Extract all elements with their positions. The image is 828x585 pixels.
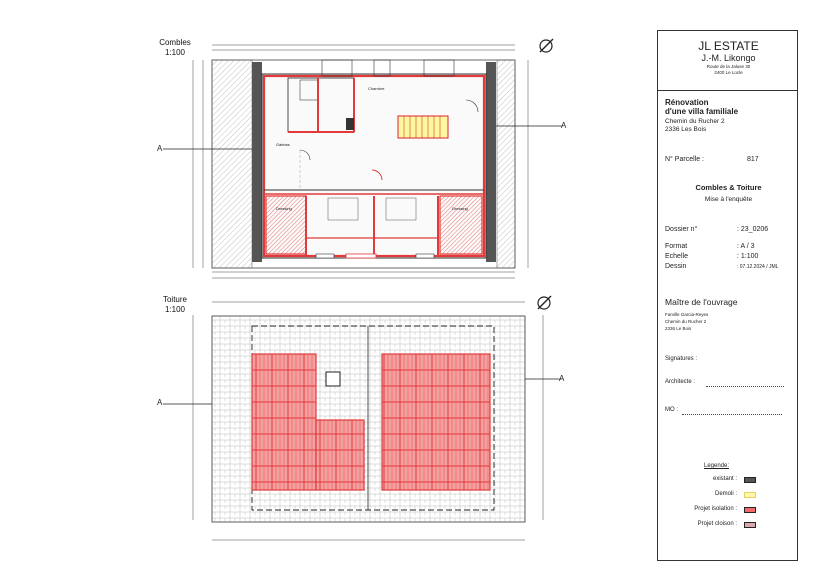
legend-row-cloison (658, 520, 799, 532)
dossier-value: : 23_0206 (737, 226, 769, 233)
echelle-label: Echelle (665, 253, 688, 260)
room-label-dressing-right: Dressing (452, 206, 468, 211)
legend-label-existant: existant : (712, 476, 737, 482)
legend-label-cloison: Projet cloison : (697, 521, 737, 527)
legend-label-isolation: Projet isolation : (694, 506, 737, 512)
parcelle-value: 817 (747, 156, 759, 163)
legend-swatch-isolation (744, 507, 756, 513)
owner-line-2: Chemin du Rucher 2 (665, 319, 707, 324)
toiture-roof-plan (0, 290, 650, 550)
owner-heading: Maître de l'ouvrage (665, 297, 738, 307)
legend-label-demoli: Demoli : (714, 491, 737, 497)
toiture-section-marker-a-right: A (559, 374, 565, 383)
company-block (658, 31, 797, 91)
legend-row-demoli (658, 490, 799, 502)
format-label: Format (665, 243, 688, 250)
legend-swatch-cloison (744, 522, 756, 528)
company-address-2: 2400 Le Locle (714, 70, 743, 75)
project-title-2: d'une villa familiale (665, 107, 739, 116)
combles-floor-plan (0, 0, 650, 290)
dessin-value: : 07.12.2024 / JML (737, 264, 779, 270)
project-title-1: Rénovation (665, 98, 709, 107)
parcelle-label: N° Parcelle : (665, 156, 704, 163)
toiture-scale: 1:100 (164, 305, 186, 314)
format-value: : A / 3 (737, 243, 755, 250)
legend-row-existant (658, 475, 799, 487)
title-block (657, 30, 798, 561)
architect-name: J.-M. Likongo (701, 53, 756, 63)
legend-swatch-existant (744, 477, 756, 483)
room-label-galetas: Galetas (276, 142, 290, 147)
company-address-1: Route de la Jaluse 30 (706, 64, 751, 69)
owner-line-3: 2336 Le Bois (665, 326, 692, 331)
combles-scale: 1:100 (164, 48, 186, 57)
legend-swatch-demoli (744, 492, 756, 498)
toiture-section-marker-a-left: A (157, 398, 163, 407)
legend-title: Legende: (704, 463, 730, 469)
section-marker-a-left: A (157, 144, 163, 153)
legend-row-isolation (658, 505, 799, 517)
room-label-chambre: Chambre (368, 86, 385, 91)
dessin-label: Dessin (665, 263, 687, 270)
echelle-value: : 1:100 (737, 253, 759, 260)
dossier-label: Dossier n° (665, 226, 698, 233)
sheet-subtitle: Mise à l'enquête (704, 196, 753, 203)
project-address-1: Chemin du Rucher 2 (665, 118, 725, 125)
room-label-dressing-left: Dressing (276, 206, 292, 211)
project-address-2: 2336 Les Bois (665, 126, 707, 133)
section-marker-a-right: A (561, 121, 567, 130)
owner-line-1: Famille Garcia-Reyes (665, 312, 709, 317)
sheet-title: Combles & Toiture (695, 183, 762, 192)
combles-title: Combles (159, 38, 191, 47)
company-name: JL ESTATE (698, 39, 759, 53)
mo-label: MO : (665, 407, 678, 413)
toiture-title: Toiture (162, 295, 187, 304)
architecte-signature-line (706, 386, 784, 387)
signatures-label: Signatures : (665, 356, 698, 362)
architecte-label: Architecte : (665, 379, 696, 385)
mo-signature-line (682, 414, 782, 415)
